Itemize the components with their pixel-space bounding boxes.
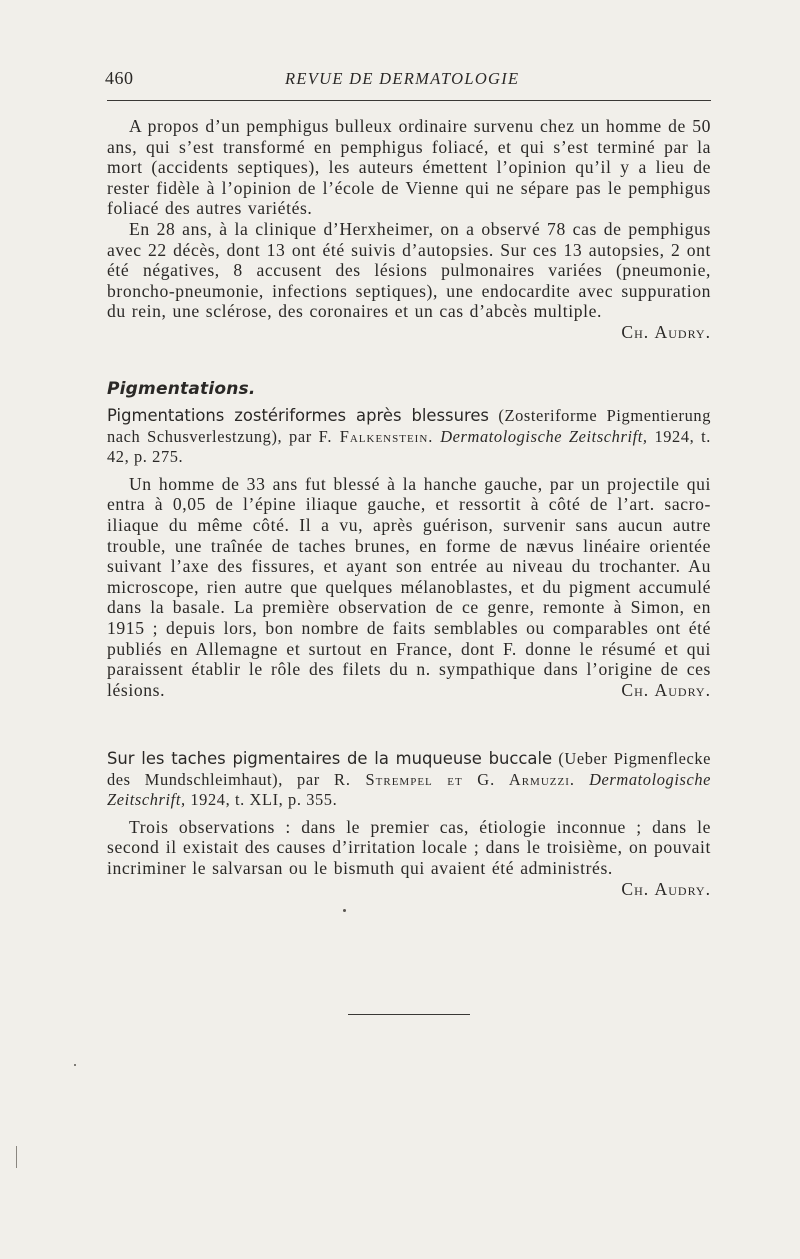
entry-title: Sur les taches pigmentaires de la muqueuse buccale [107,749,553,768]
intro-paragraph-2 [107,218,711,342]
entry-authors: F. Falkenstein. [318,426,434,446]
entry-journal: Dermatologische Zeitschrift, [440,426,648,446]
print-speck [343,909,346,912]
intro-signature: Ch. Audry. [621,321,711,342]
entry-pigmentations-zosteriformes [107,406,711,700]
entry-title: Pigmentations zostériformes après blessures [107,406,489,425]
entry-body-text: Un homme de 33 ans fut blessé à la hanche gauche, par un projectile qui entra à 0,05 de l’épine iliaque gauche, et ressortit à côté de l’art. sacro-iliaque du même côté. Il a vu, après guérison, survenir sans aucun autre trouble, une traînée de taches brunes, en forme de nævus linéaire orientée suivant l’axe des fissures, et ayant son entrée au niveau du trochanter. Au microscope, rien autre que quelques mélanoblastes, et du pigment accumulé dans la basale. La première observation de ce genre, remonte à Simon, en 1915 ; depuis lors, bon nombre de faits semblables ou comparables ont été publiés en Allemagne et surtout en France, dont F. donne le résumé et qui paraissent établir le rôle des filets du n. sympathique dans l’origine de ces lésions. [107,473,711,700]
entry-reference [107,749,711,811]
running-title: REVUE DE DERMATOLOGIE [285,69,520,88]
page-header [107,64,711,94]
entry-citation: 1924, t. 42, p. 275. [107,426,712,467]
entry-body [107,816,711,899]
margin-mark [16,1146,17,1168]
entry-body [107,474,711,701]
entry-authors: R. Strempel et G. Armuzzi. [333,769,575,789]
entry-signature: Ch. Audry. [621,878,711,899]
entry-taches-pigmentaires [107,749,711,899]
entry-reference [107,406,711,468]
intro-article [107,116,711,343]
entry-original-title: (Ueber Pigmenflecke des Mundschleimhaut), par [107,749,712,789]
entry-signature: Ch. Audry. [621,679,711,700]
entry-journal: Dermatologische Zeitschrift, [107,769,712,810]
entry-body-text: Trois observations : dans le premier cas, étiologie inconnue ; dans le second il existait des causes d’irritation locale ; dans le troisième, on pouvait incriminer le salvarsan ou le bismuth qui avaient été administrés. [107,816,711,878]
print-speck [74,1064,76,1066]
end-rule [348,1014,470,1015]
entry-original-title: (Zosteriforme Pigmentierung nach Schusverlestzung), par [107,406,711,446]
entry-citation: 1924, t. XLI, p. 355. [190,790,338,810]
header-rule [107,100,711,101]
intro-paragraph-1: A propos d’un pemphigus bulleux ordinaire survenu chez un homme de 50 ans, qui s’est transformé en pemphigus foliacé, et qui s’est terminé par la mort (accidents septiques), les auteurs émettent l’opinion qu’il y a lieu de rester fidèle à l’opinion de l’école de Vienne qui ne sépare pas le pemphigus foliacé des autres variétés. [107,116,711,219]
intro-paragraph-2-text: En 28 ans, à la clinique d’Herxheimer, on a observé 78 cas de pemphigus avec 22 décès, dont 13 ont été suivis d’autopsies. Sur ces 13 autopsies, 2 ont été négatives, 8 accusent des lésions pulmonaires variées (pneumonie, broncho-pneumonie, infections septiques), une endocardite avec suppuration du rein, une sclérose, des coronaires et un cas d’abcès multiple. [107,218,711,322]
section-heading: Pigmentations. [107,379,256,399]
page-number: 460 [105,68,134,88]
